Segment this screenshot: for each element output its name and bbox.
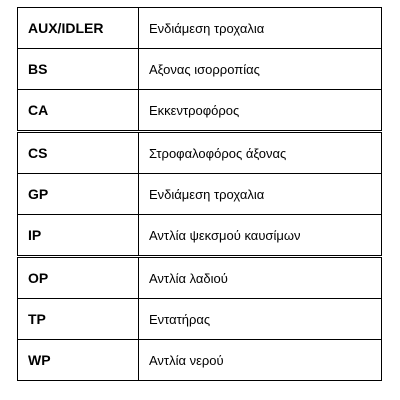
abbreviation-cell: CA <box>18 90 139 132</box>
description-cell: Εντατήρας <box>139 299 382 340</box>
table-row <box>18 8 382 49</box>
table-row <box>18 340 382 381</box>
description-cell: Ενδιάμεση τροχαλια <box>139 8 382 49</box>
description-cell: Εκκεντροφόρος <box>139 90 382 132</box>
abbreviation-cell: IP <box>18 215 139 257</box>
abbreviation-cell: OP <box>18 257 139 299</box>
abbreviation-legend-table <box>17 7 382 381</box>
table-row <box>18 174 382 215</box>
abbreviation-cell: CS <box>18 132 139 174</box>
description-cell: Αξονας ισορροπίας <box>139 49 382 90</box>
description-cell: Ενδιάμεση τροχαλια <box>139 174 382 215</box>
abbreviation-cell: WP <box>18 340 139 381</box>
abbreviation-cell: TP <box>18 299 139 340</box>
table-row <box>18 257 382 299</box>
table-row <box>18 49 382 90</box>
description-cell: Αντλία λαδιού <box>139 257 382 299</box>
description-cell: Στροφαλοφόρος άξονας <box>139 132 382 174</box>
abbreviation-cell: BS <box>18 49 139 90</box>
abbreviation-cell: AUX/IDLER <box>18 8 139 49</box>
abbreviation-cell: GP <box>18 174 139 215</box>
table-row <box>18 215 382 257</box>
description-cell: Αντλία νερού <box>139 340 382 381</box>
table-row <box>18 132 382 174</box>
table-row <box>18 90 382 132</box>
description-cell: Αντλία ψεκσμού καυσίμων <box>139 215 382 257</box>
table-row <box>18 299 382 340</box>
